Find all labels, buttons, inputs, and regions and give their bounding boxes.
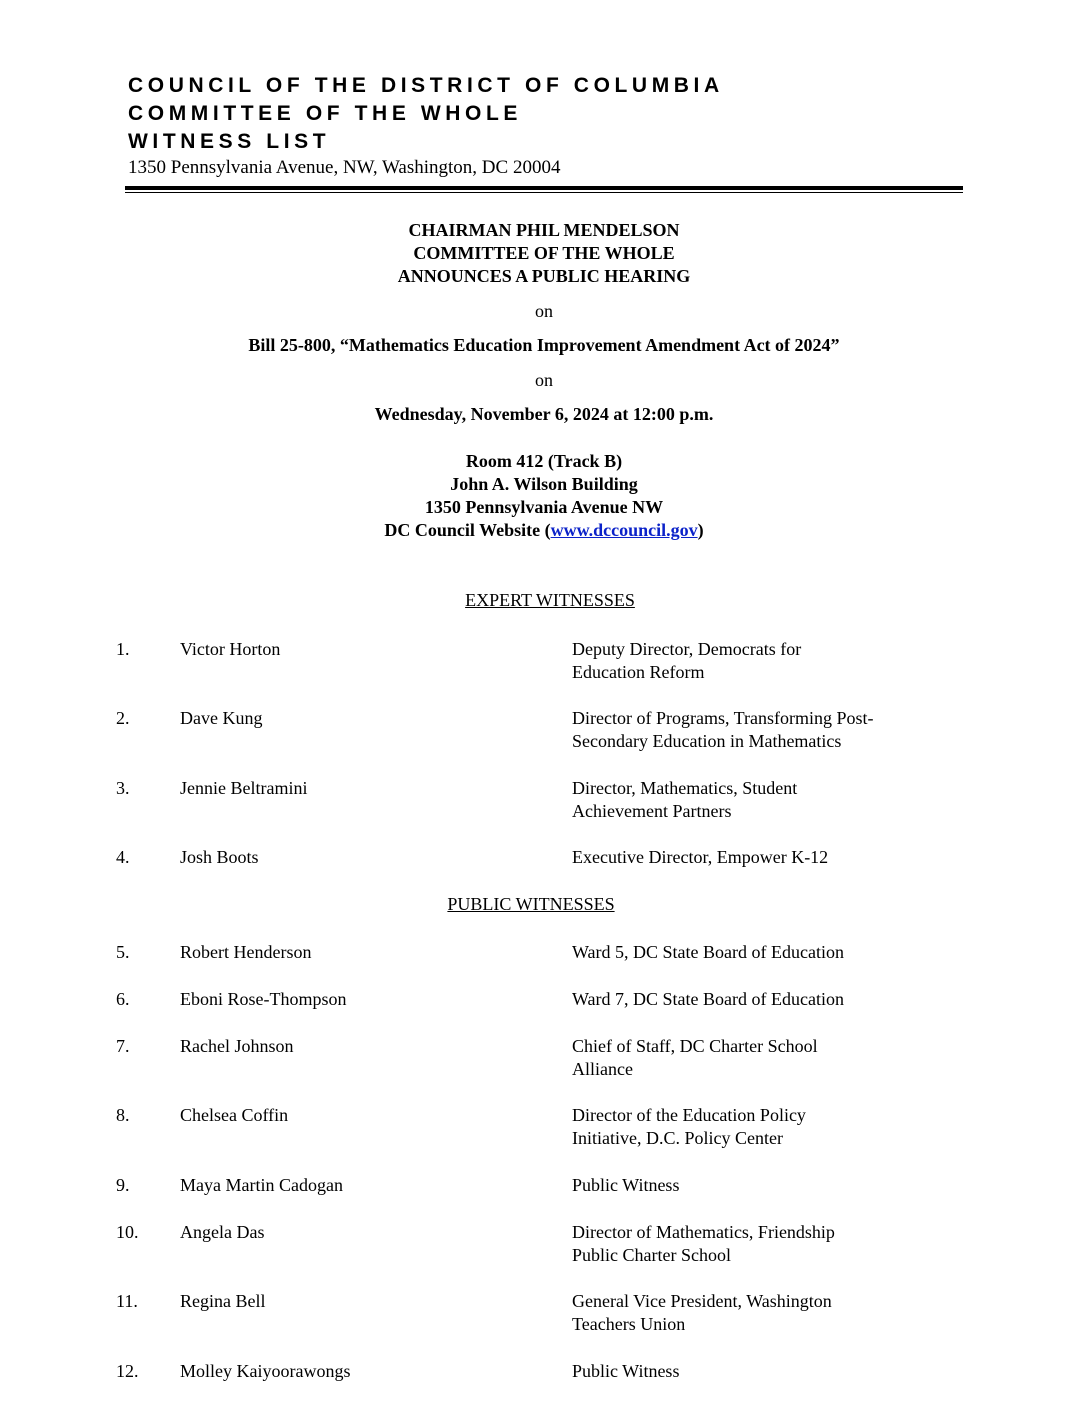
- witness-affiliation: [572, 1035, 932, 1081]
- witness-affiliation: [572, 777, 932, 823]
- witness-affiliation: [572, 846, 932, 869]
- witness-affiliation-line-1: Deputy Director, Democrats for: [572, 639, 802, 659]
- witness-affiliation: [572, 1174, 932, 1197]
- announcement-chairman: CHAIRMAN PHIL MENDELSON: [408, 220, 680, 240]
- witness-name: Eboni Rose-Thompson: [180, 989, 347, 1009]
- bill-title: Bill 25-800, “Mathematics Education Improvement Amendment Act of 2024”: [248, 335, 840, 355]
- witness-name: Maya Martin Cadogan: [180, 1175, 343, 1195]
- witness-number: 10.: [116, 1222, 139, 1242]
- witness-number: 11.: [116, 1291, 138, 1311]
- witness-name: Robert Henderson: [180, 942, 312, 962]
- witness-affiliation-line-1: Director, Mathematics, Student: [572, 778, 798, 798]
- witness-affiliation-line-2: Alliance: [572, 1059, 633, 1079]
- witness-number: 12.: [116, 1361, 139, 1381]
- witness-affiliation-line-1: Executive Director, Empower K-12: [572, 847, 829, 867]
- letterhead-committee: COMMITTEE OF THE WHOLE: [128, 102, 523, 125]
- witness-affiliation: [572, 1104, 932, 1150]
- witness-affiliation-line-1: Ward 7, DC State Board of Education: [572, 989, 844, 1009]
- letterhead-address: 1350 Pennsylvania Avenue, NW, Washington, DC 20004: [128, 157, 561, 178]
- witness-affiliation: [572, 1360, 932, 1383]
- witness-affiliation: [572, 941, 932, 964]
- witness-affiliation-line-1: Director of Mathematics, Friendship: [572, 1222, 835, 1242]
- witness-number: 7.: [116, 1036, 130, 1056]
- witness-number: 9.: [116, 1175, 130, 1195]
- witness-number: 2.: [116, 708, 130, 728]
- witness-name: Victor Horton: [180, 639, 281, 659]
- witness-number: 3.: [116, 778, 130, 798]
- witness-name: Chelsea Coffin: [180, 1105, 289, 1125]
- witness-affiliation: [572, 1221, 932, 1267]
- public-witnesses-heading: PUBLIC WITNESSES: [447, 894, 615, 914]
- witness-name: Dave Kung: [180, 708, 263, 728]
- witness-affiliation-line-1: Chief of Staff, DC Charter School: [572, 1036, 818, 1056]
- website-link[interactable]: www.dccouncil.gov: [550, 520, 698, 540]
- witness-affiliation: [572, 1290, 932, 1336]
- announcement-committee: COMMITTEE OF THE WHOLE: [413, 243, 675, 263]
- witness-name: Angela Das: [180, 1222, 265, 1242]
- location-room: Room 412 (Track B): [465, 451, 623, 471]
- witness-affiliation-line-2: Public Charter School: [572, 1245, 731, 1265]
- witness-affiliation-line-1: Ward 5, DC State Board of Education: [572, 942, 844, 962]
- witness-number: 8.: [116, 1105, 130, 1125]
- witness-affiliation-line-1: Director of the Education Policy: [572, 1105, 806, 1125]
- witness-name: Regina Bell: [180, 1291, 266, 1311]
- witness-affiliation-line-1: Public Witness: [572, 1361, 680, 1381]
- witness-affiliation-line-1: Director of Programs, Transforming Post-: [572, 708, 874, 728]
- witness-name: Rachel Johnson: [180, 1036, 294, 1056]
- website-prefix: DC Council Website (: [384, 520, 551, 540]
- witness-name: Jennie Beltramini: [180, 778, 308, 798]
- witness-affiliation: [572, 988, 932, 1011]
- announcement-on-2: on: [535, 370, 553, 390]
- witness-number: 5.: [116, 942, 130, 962]
- witness-affiliation: [572, 707, 932, 753]
- letterhead-council: COUNCIL OF THE DISTRICT OF COLUMBIA: [128, 74, 724, 97]
- witness-affiliation-line-2: Initiative, D.C. Policy Center: [572, 1128, 783, 1148]
- location-address: 1350 Pennsylvania Avenue NW: [424, 497, 664, 517]
- witness-affiliation: [572, 638, 932, 684]
- letterhead-witness-list: WITNESS LIST: [128, 130, 331, 153]
- location-building: John A. Wilson Building: [450, 474, 638, 494]
- announcement-on-1: on: [535, 301, 553, 321]
- witness-affiliation-line-2: Achievement Partners: [572, 801, 732, 821]
- witness-affiliation-line-1: Public Witness: [572, 1175, 680, 1195]
- witness-affiliation-line-2: Education Reform: [572, 662, 705, 682]
- witness-number: 4.: [116, 847, 130, 867]
- witness-name: Josh Boots: [180, 847, 259, 867]
- website-suffix: ): [697, 520, 704, 540]
- hearing-date: Wednesday, November 6, 2024 at 12:00 p.m.: [374, 404, 714, 424]
- witness-number: 6.: [116, 989, 130, 1009]
- witness-affiliation-line-1: General Vice President, Washington: [572, 1291, 832, 1311]
- witness-affiliation-line-2: Secondary Education in Mathematics: [572, 731, 842, 751]
- witness-name: Molley Kaiyoorawongs: [180, 1361, 351, 1381]
- announcement-hearing: ANNOUNCES A PUBLIC HEARING: [397, 266, 691, 286]
- expert-witnesses-heading: EXPERT WITNESSES: [465, 590, 635, 610]
- witness-number: 1.: [116, 639, 130, 659]
- witness-affiliation-line-2: Teachers Union: [572, 1314, 686, 1334]
